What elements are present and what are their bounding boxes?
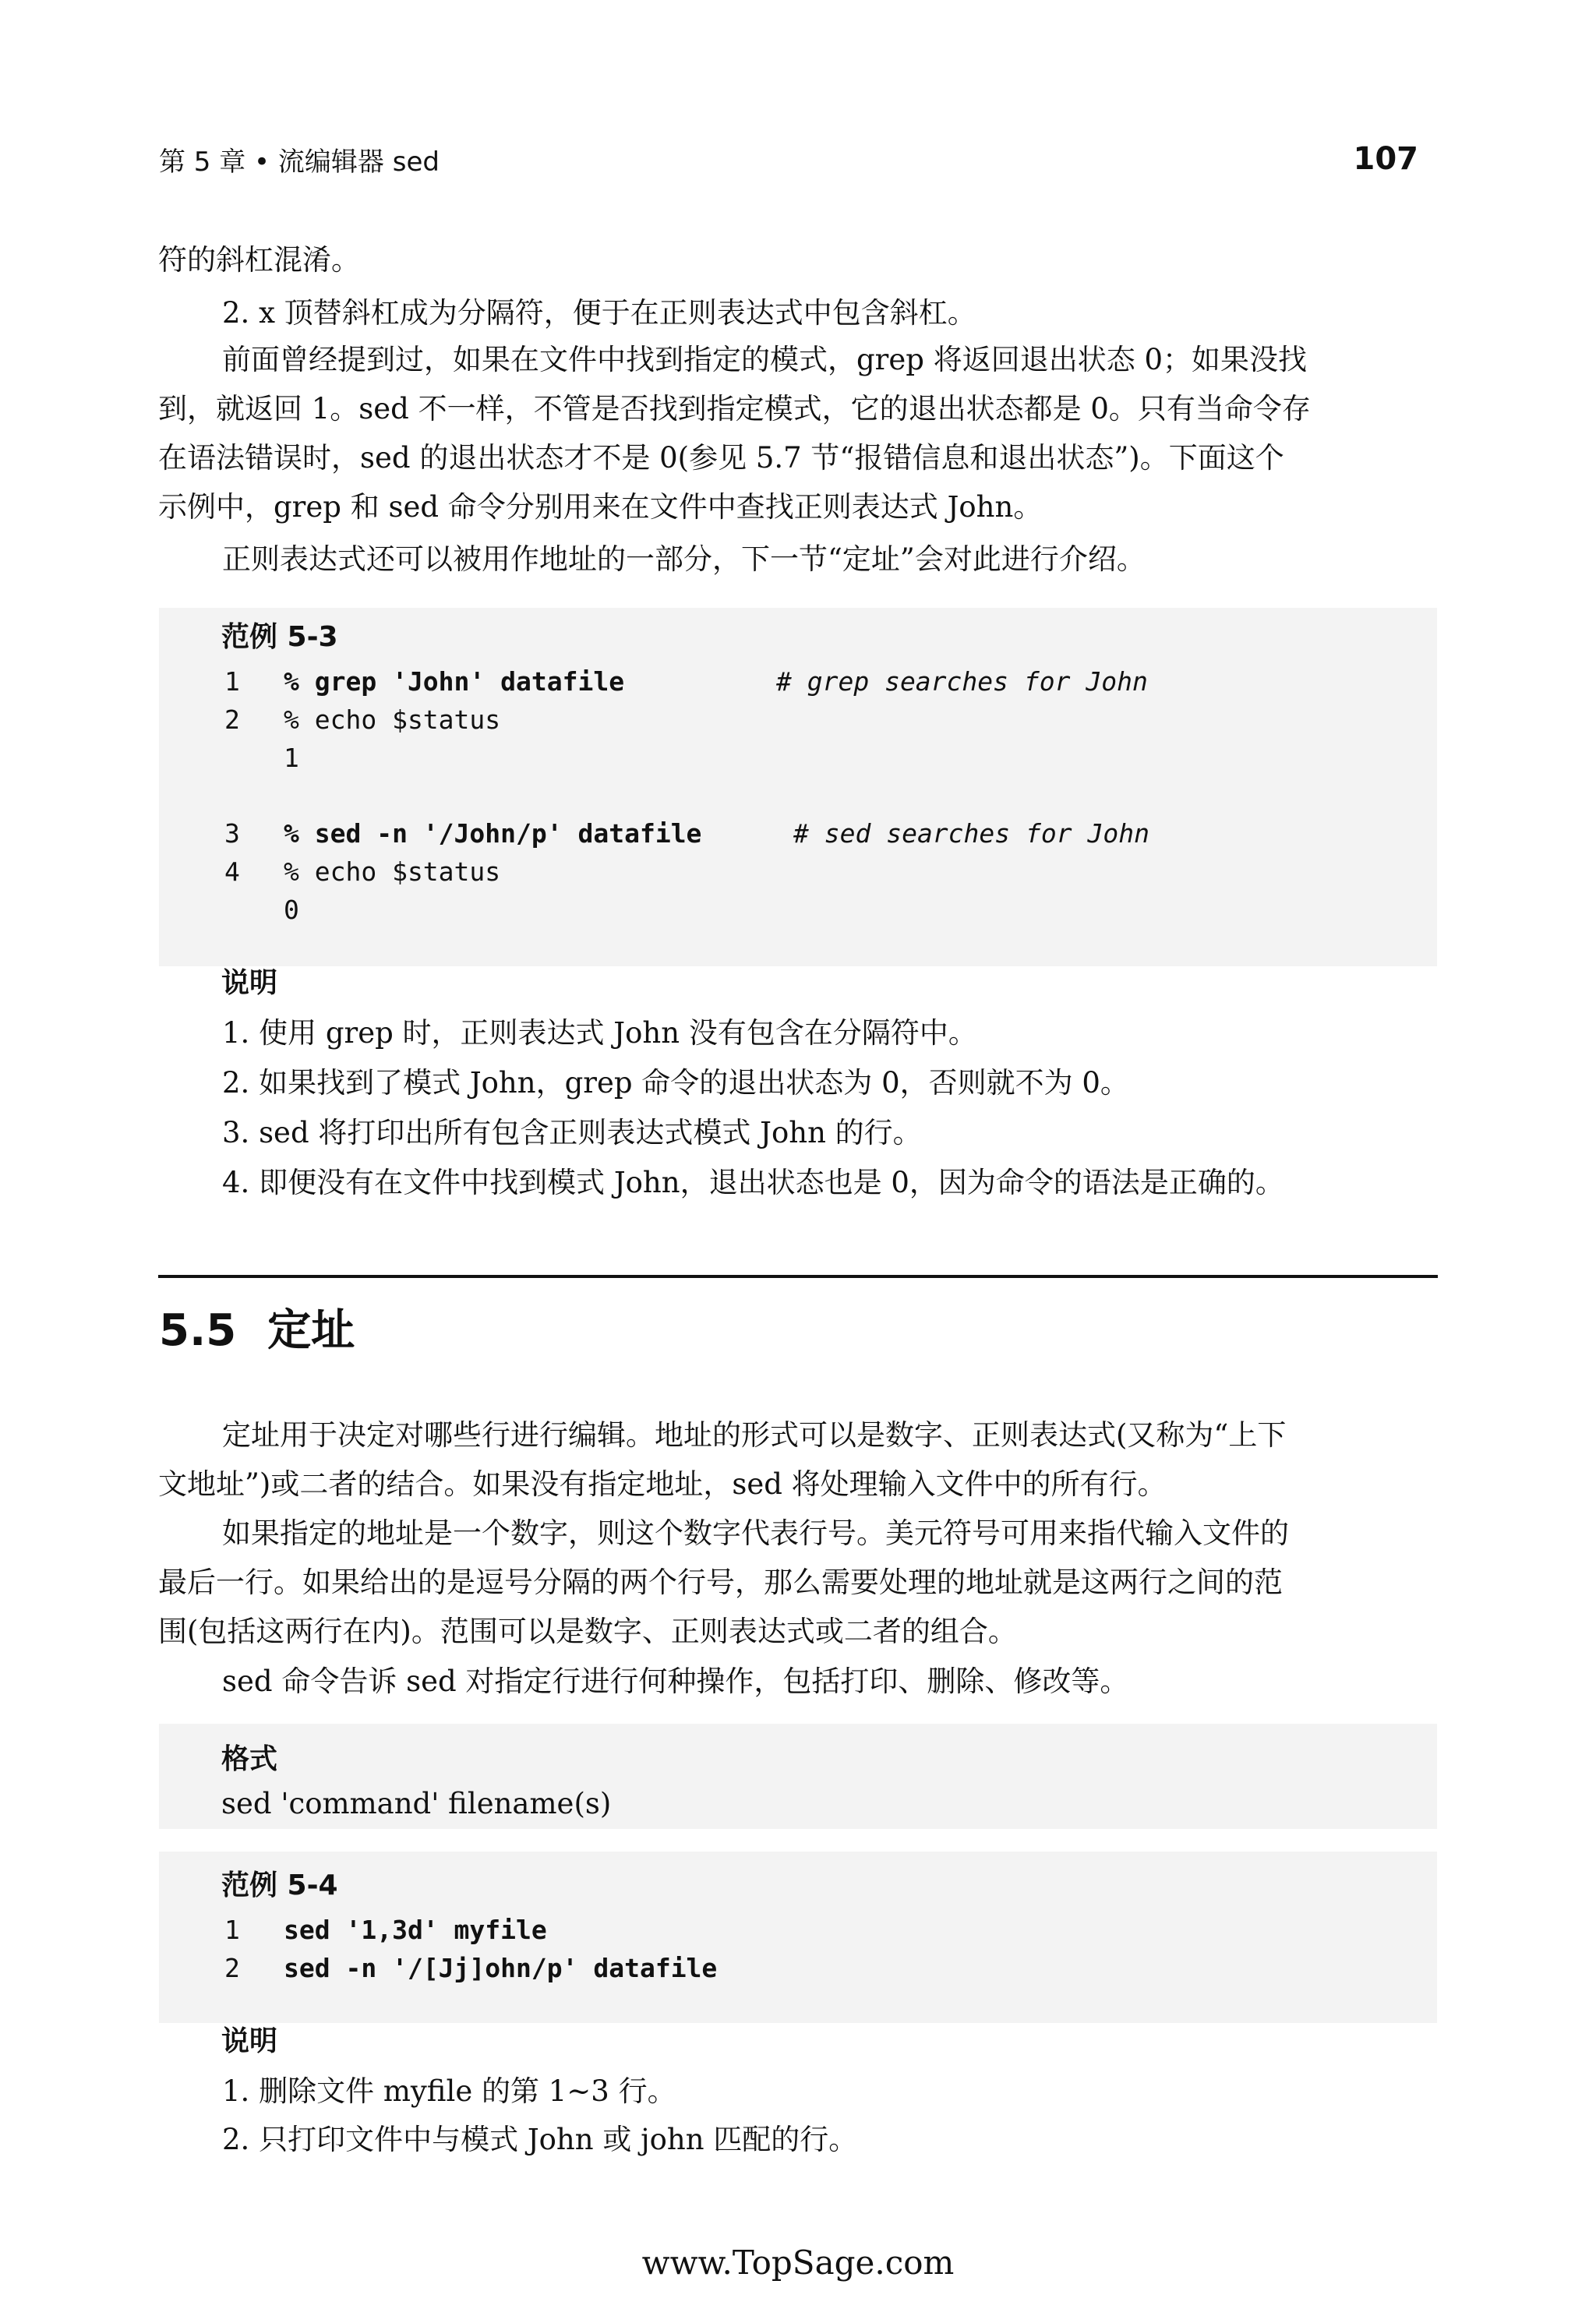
code-output: 0: [284, 895, 299, 925]
code-command: % echo $status: [284, 856, 501, 887]
intro-item-2: [158, 288, 1500, 337]
code-command: % grep 'John' datafile: [284, 666, 625, 697]
section-paragraph-2: [158, 1509, 1436, 1656]
format-title: 格式: [221, 1743, 278, 1775]
code-comment: # grep searches for John: [776, 666, 1148, 697]
code-line: [224, 1911, 547, 1950]
note-item: 2. 如果找到了模式 John，grep 命令的退出状态为 0，否则就不为 0。: [222, 1066, 1129, 1100]
code-output: 1: [284, 743, 299, 773]
note-item: 3. sed 将打印出所有包含正则表达式模式 John 的行。: [222, 1116, 922, 1149]
running-header-chapter: 第 5 章 • 流编辑器 sed: [159, 147, 440, 178]
example-5-3-title: 范例 5-3: [221, 621, 338, 653]
section-number: 5.5: [159, 1305, 237, 1356]
paragraph-line: 如果指定的地址是一个数字，则这个数字代表行号。美元符号可用来指代输入文件的: [222, 1516, 1289, 1550]
code-command: % sed -n '/John/p' datafile: [284, 818, 702, 849]
section-title: 定址: [267, 1305, 355, 1356]
paragraph-line: 前面曾经提到过，如果在文件中找到指定的模式，grep 将返回退出状态 0；如果没找: [222, 343, 1308, 376]
example-5-4-title: 范例 5-4: [221, 1869, 338, 1901]
section-paragraph-3: [158, 1657, 1500, 1706]
note-item: 2. 只打印文件中与模式 John 或 john 匹配的行。: [222, 2123, 858, 2156]
section-paragraph-1: [158, 1410, 1436, 1509]
code-line-number: 3: [224, 818, 240, 849]
code-output-line: [224, 739, 299, 778]
intro-item-line: 2. x 顶替斜杠成为分隔符，便于在正则表达式中包含斜杠。: [222, 296, 976, 330]
code-command: sed '1,3d' myfile: [284, 1915, 547, 1945]
code-line: [224, 1949, 717, 1988]
example-5-3-notes-title: 说明: [221, 967, 278, 999]
example-5-3-box: [159, 608, 1437, 966]
code-line: [224, 853, 500, 891]
code-command: % echo $status: [284, 704, 501, 735]
code-line-number: 4: [224, 856, 240, 887]
code-line: [224, 662, 1148, 701]
paragraph-line: 示例中，grep 和 sed 命令分别用来在文件中查找正则表达式 John。: [158, 490, 1043, 524]
paragraph-line: 最后一行。如果给出的是逗号分隔的两个行号，那么需要处理的地址就是这两行之间的范: [158, 1566, 1283, 1599]
code-line-number: 2: [224, 1953, 240, 1983]
intro-line: 符的斜杠混淆。: [158, 243, 360, 277]
code-line-number: 2: [224, 704, 240, 735]
paragraph-line: 定址用于决定对哪些行进行编辑。地址的形式可以是数字、正则表达式(又称为“上下: [222, 1418, 1287, 1452]
page-number: 107: [1353, 141, 1418, 177]
code-line: [224, 701, 500, 740]
paragraph-line: 正则表达式还可以被用作地址的一部分，下一节“定址”会对此进行介绍。: [222, 542, 1146, 576]
section-rule: [158, 1275, 1438, 1278]
code-command: sed -n '/[Jj]ohn/p' datafile: [284, 1953, 718, 1983]
intro-paragraph-2: [158, 535, 1500, 584]
note-item: 1. 删除文件 myfile 的第 1~3 行。: [222, 2074, 676, 2108]
note-item: 4. 即便没有在文件中找到模式 John，退出状态也是 0，因为命令的语法是正确的。: [222, 1166, 1284, 1199]
paragraph-line: 在语法错误时，sed 的退出状态才不是 0(参见 5.7 节“报错信息和退出状态”)。下面这个: [158, 441, 1284, 475]
intro-paragraph-1: [158, 335, 1436, 531]
format-syntax: sed 'command' filename(s): [221, 1787, 612, 1820]
section-heading: [159, 1303, 355, 1359]
footer-url: www.TopSage.com: [641, 2244, 955, 2282]
code-comment: # sed searches for John: [793, 818, 1149, 849]
intro-continuation: [158, 235, 1436, 284]
paragraph-line: sed 命令告诉 sed 对指定行进行何种操作，包括打印、删除、修改等。: [222, 1665, 1129, 1698]
code-line-number: 1: [224, 666, 240, 697]
paragraph-line: 到，就返回 1。sed 不一样，不管是否找到指定模式，它的退出状态都是 0。只有当命令存: [158, 392, 1311, 425]
note-item: 1. 使用 grep 时，正则表达式 John 没有包含在分隔符中。: [222, 1016, 977, 1050]
code-output-line: [224, 891, 299, 930]
code-line-number: 1: [224, 1915, 240, 1945]
paragraph-line: 围(包括这两行在内)。范围可以是数字、正则表达式或二者的组合。: [158, 1615, 1017, 1648]
paragraph-line: 文地址”)或二者的结合。如果没有指定地址，sed 将处理输入文件中的所有行。: [158, 1467, 1167, 1501]
code-line: [224, 814, 1149, 853]
example-5-4-notes-title: 说明: [221, 2025, 278, 2057]
